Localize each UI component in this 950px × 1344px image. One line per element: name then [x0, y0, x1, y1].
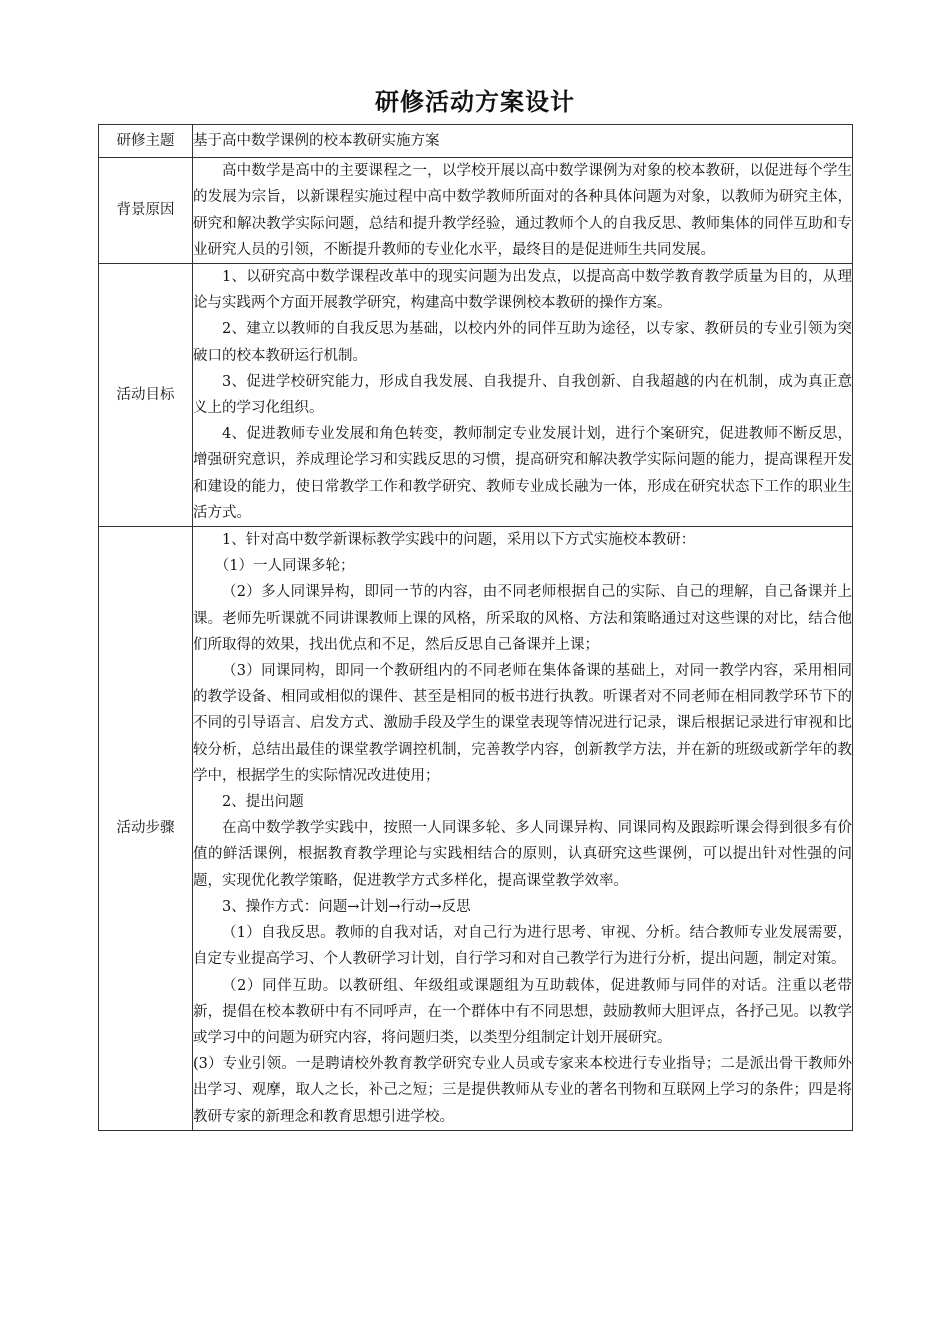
row-label-background: 背景原因 [99, 158, 193, 264]
step-paragraph: （3）同课同构，即同一个教研组内的不同老师在集体备课的基础上，对同一教学内容，采用相同的教学设备、相同或相似的课件、甚至是相同的板书进行执教。听课者对不同老师在相同教学环节下的不同的引导语言、启发方式、激励手段及学生的课堂表现等情况进行记录，课后根据记录进行审视和比较分析，总结出最佳的课堂教学调控机制，完善教学内容，创新教学方法，并在新的班级或新学年的教学中，根据学生的实际情况改进使用； [193, 663, 852, 784]
table-row-background [99, 158, 853, 264]
steps-content [193, 527, 853, 1131]
topic-text: 基于高中数学课例的校本教研实施方案 [193, 133, 440, 149]
step-paragraph: 在高中数学教学实践中，按照一人同课多轮、多人同课异构、同课同构及跟踪听课会得到很多有价值的鲜活课例，根据教育教学理论与实践相结合的原则，认真研究这些课例，可以提出针对性强的问题，实现优化教学策略，促进教学方式多样化，提高课堂教学效率。 [193, 820, 852, 889]
row-label-topic: 研修主题 [99, 125, 193, 158]
goal-paragraph: 3、促进学校研究能力，形成自我发展、自我提升、自我创新、自我超越的内在机制，成为真正意义上的学习化组织。 [193, 373, 852, 417]
row-label-steps: 活动步骤 [99, 527, 193, 1131]
table-row-goals [99, 264, 853, 527]
goals-content [193, 264, 853, 527]
step-paragraph: （1）一人同课多轮； [214, 558, 355, 575]
step-paragraph: 3、操作方式：问题→计划→行动→反思 [222, 898, 471, 915]
row-label-goals: 活动目标 [99, 264, 193, 527]
step-paragraph: (3）专业引领。一是聘请校外教育教学研究专业人员或专家来本校进行专业指导；二是派出骨干教师外出学习、观摩，取人之长，补己之短；三是提供教师从专业的著名刊物和互联网上学习的条件；四是将教研专家的新理念和教育思想引进学校。 [193, 1056, 852, 1125]
goal-paragraph: 2、建立以教师的自我反思为基础，以校内外的同伴互助为途径，以专家、教研员的专业引领为突破口的校本教研运行机制。 [193, 321, 852, 364]
goal-paragraph: 4、促进教师专业发展和角色转变，教师制定专业发展计划，进行个案研究，促进教师不断反思，增强研究意识，养成理论学习和实践反思的习惯，提高研究和解决教学实际问题的能力，提高课程开发和建设的能力，使日常教学工作和教学研究、教师专业成长融为一体，形成在研究状态下工作的职业生活方式。 [193, 426, 852, 521]
step-paragraph: （1）自我反思。教师的自我对话，对自己行为进行思考、审视、分析。结合教师专业发展需要，自定专业提高学习、个人教研学习计划，自行学习和对自己教学行为进行分析，提出问题，制定对策。 [193, 925, 852, 968]
topic-content [193, 125, 853, 158]
background-content [193, 158, 853, 264]
page-title: 研修活动方案设计 [375, 88, 575, 116]
background-paragraph: 高中数学是高中的主要课程之一，以学校开展以高中数学课例为对象的校本教研，以促进每个学生的发展为宗旨，以新课程实施过程中高中数学教师所面对的各种具体问题为对象，以教师为研究主体，研究和解决教学实际问题，总结和提升教学经验，通过教师个人的自我反思、教师集体的同伴互助和专业研究人员的引领，不断提升教师的专业化水平，最终目的是促进师生共同发展。 [193, 163, 852, 258]
step-paragraph: 2、提出问题 [222, 794, 304, 811]
step-paragraph: 1、针对高中数学新课标教学实践中的问题，采用以下方式实施校本教研： [222, 532, 696, 549]
step-paragraph: （2）同伴互助。以教研组、年级组或课题组为互助载体，促进教师与同伴的对话。注重以老带新，提倡在校本教研中有不同呼声，在一个群体中有不同思想，鼓励教师大胆评点，各抒己见。以教学或学习中的问题为研究内容，将问题归类，以类型分组制定计划开展研究。 [193, 977, 852, 1046]
table-row-topic [99, 125, 853, 158]
goal-paragraph: 1、以研究高中数学课程改革中的现实问题为出发点，以提高高中数学教育教学质量为目的，从理论与实践两个方面开展教学研究，构建高中数学课例校本教研的操作方案。 [193, 269, 852, 312]
table-row-steps [99, 527, 853, 1131]
step-paragraph: （2）多人同课异构，即同一节的内容，由不同老师根据自己的实际、自己的理解，自己备课并上课。老师先听课就不同讲课教师上课的风格，所采取的风格、方法和策略通过对这些课的对比，结合他们所取得的效果，找出优点和不足，然后反思自己备课并上课； [193, 584, 852, 653]
plan-table [98, 124, 853, 1131]
